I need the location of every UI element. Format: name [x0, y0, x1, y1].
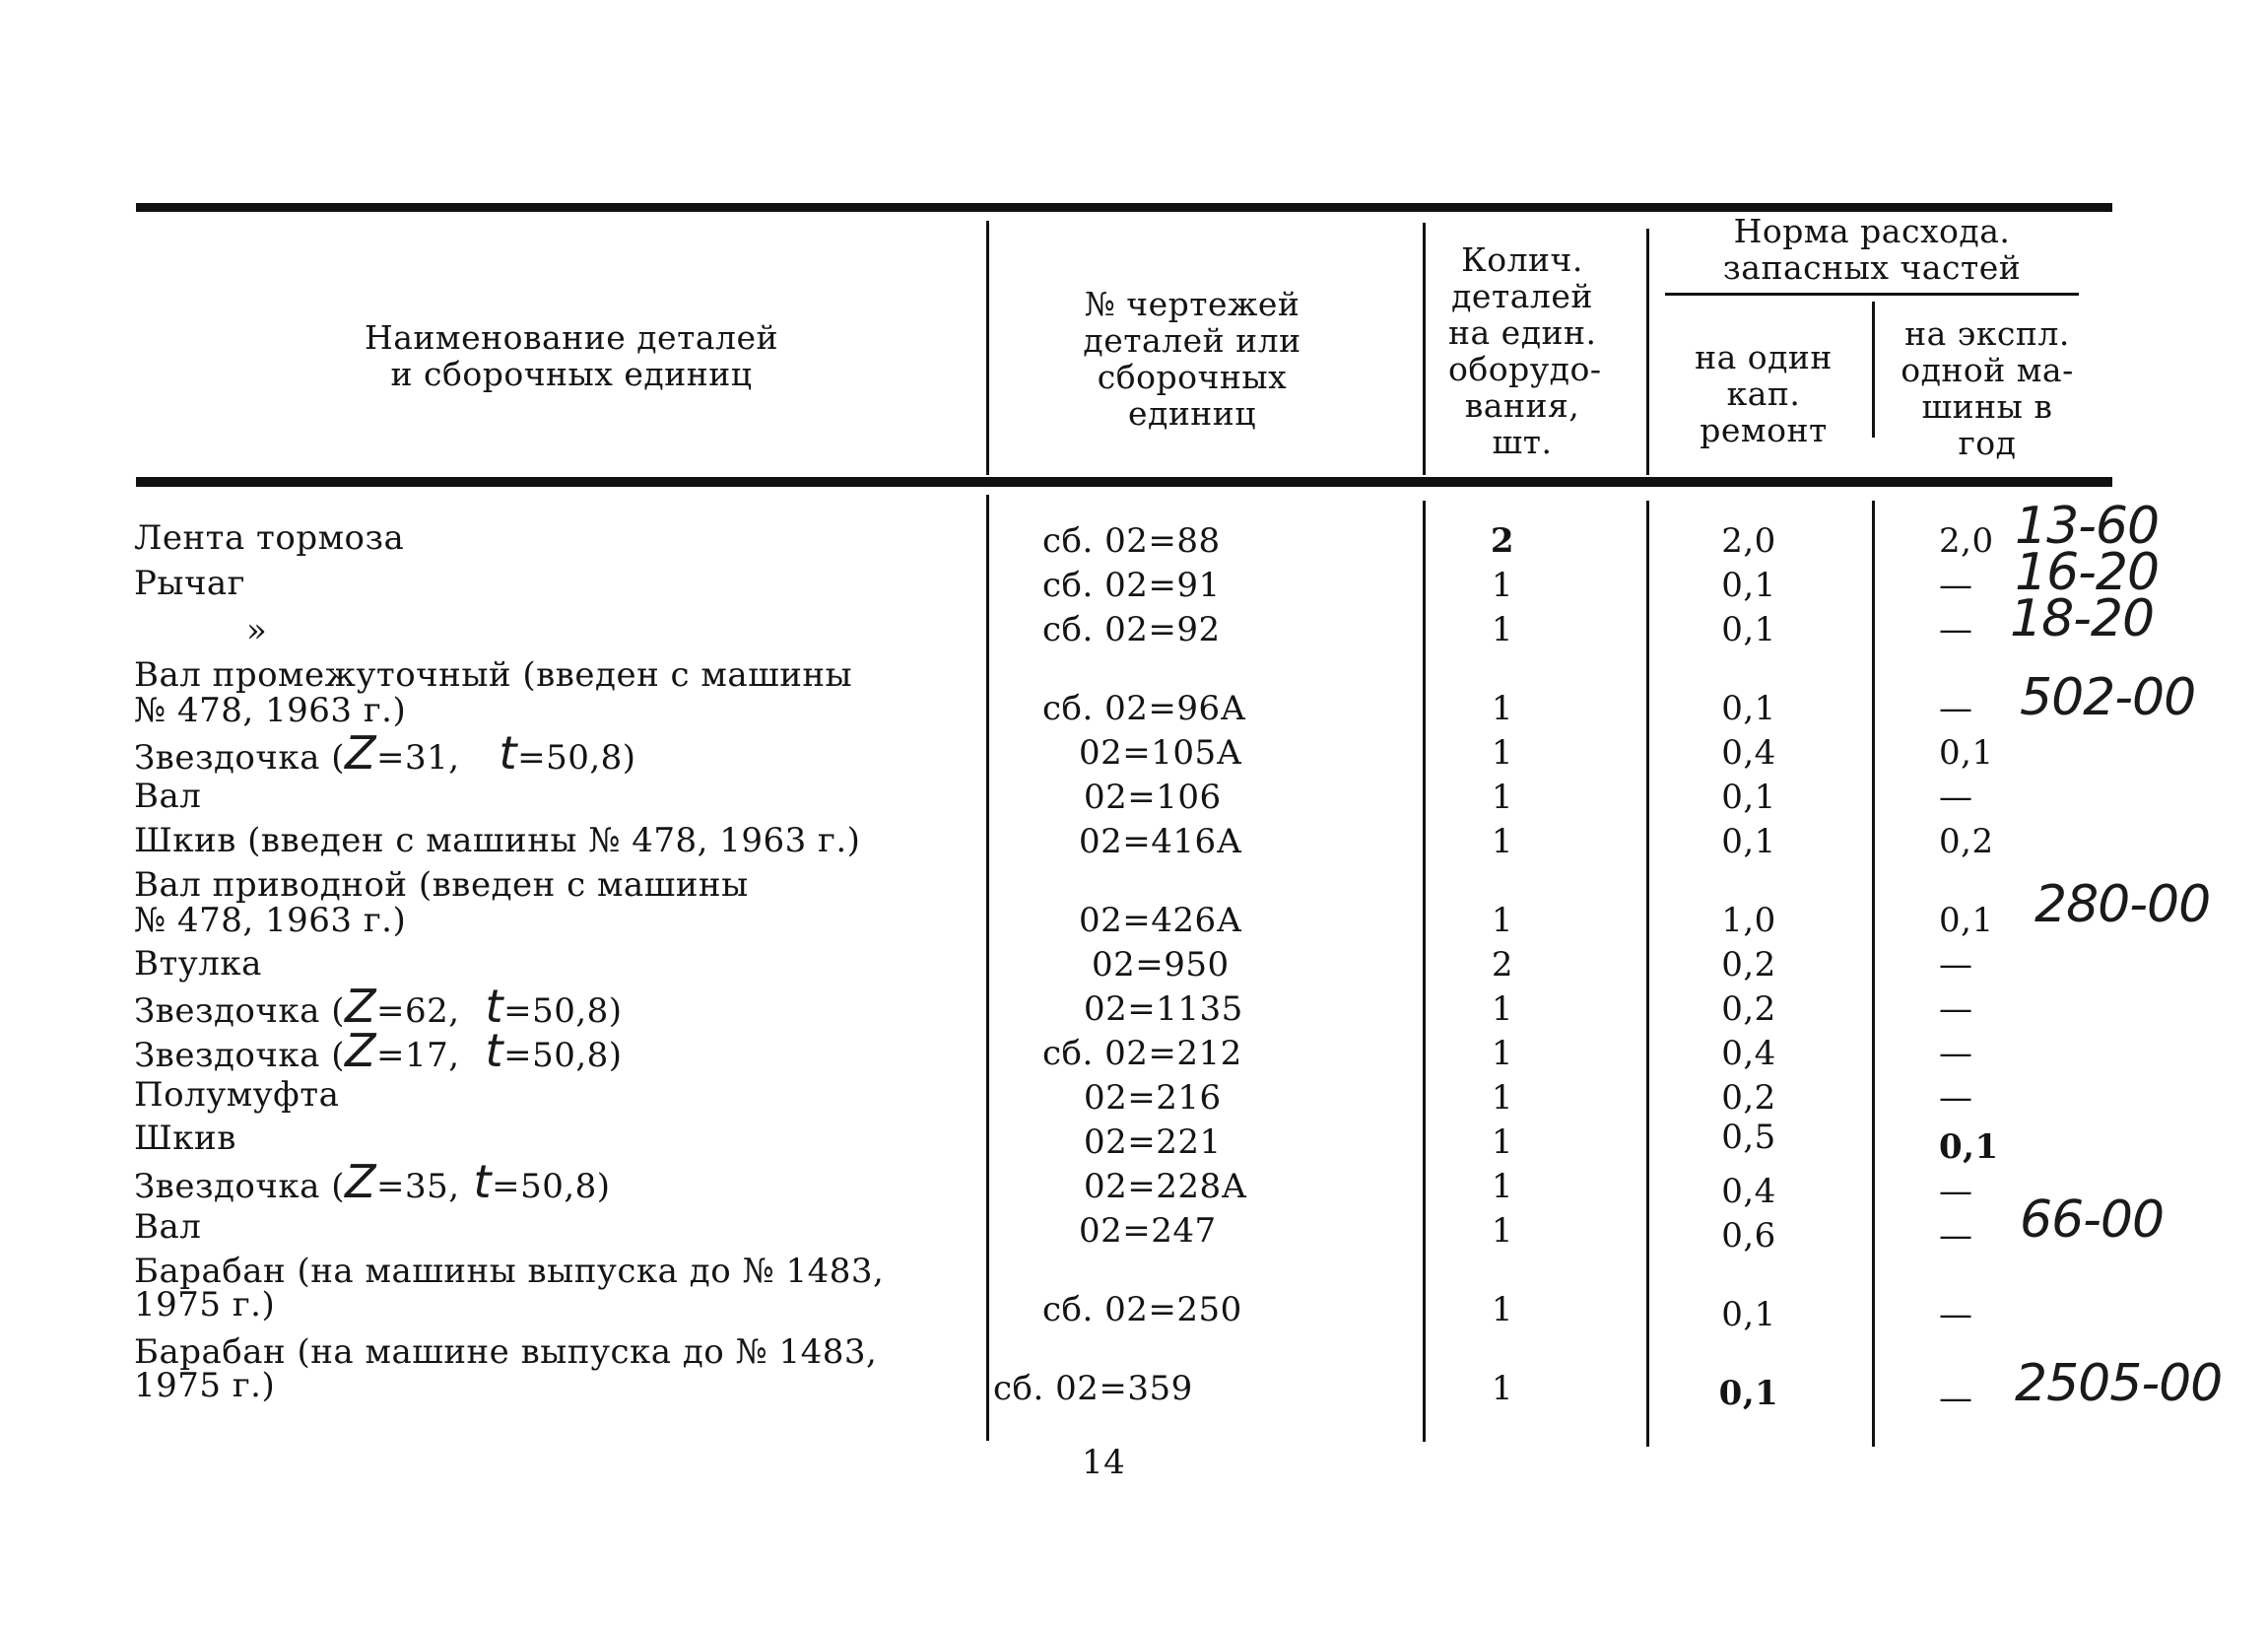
- row-11-z-value: =17,: [375, 1036, 460, 1075]
- row-14-z-symbol: Z: [344, 1155, 376, 1208]
- header-repair-line3: ремонт: [1700, 411, 1828, 449]
- header-drawing-line3: сборочных: [1097, 358, 1288, 396]
- header-drawing: [1030, 286, 1355, 432]
- header-annual: [1884, 315, 2091, 461]
- row-9-repair: 0,2: [1721, 945, 1776, 984]
- row-16-annual: —: [1939, 1295, 1973, 1334]
- row-13-repair: 0,5: [1721, 1118, 1776, 1157]
- row-17-name-line2: 1975 г.): [134, 1366, 276, 1405]
- row-10-name-text: Звездочка (: [134, 991, 345, 1031]
- row-5-t-value: =50,8): [517, 738, 636, 778]
- header-annual-line3: шины в: [1921, 387, 2053, 426]
- row-14-t-value: =50,8): [492, 1167, 611, 1206]
- row-15-drawing: 02=247: [1079, 1211, 1217, 1251]
- row-16-repair: 0,1: [1721, 1295, 1776, 1334]
- row-11-repair: 0,4: [1721, 1034, 1776, 1073]
- row-15-annual: —: [1939, 1216, 1973, 1256]
- row-4-handwritten-note: 502-00: [2020, 668, 2196, 727]
- row-9-annual: —: [1939, 945, 1973, 984]
- row-5-z-value: =31,: [375, 738, 460, 778]
- header-qty: [1448, 240, 1602, 461]
- row-8-annual: 0,1: [1939, 901, 1994, 940]
- vline-body-2: [1423, 501, 1426, 1442]
- row-3-handwritten-note: 18-20: [2010, 589, 2155, 648]
- header-annual-line1: на экспл.: [1904, 314, 2070, 353]
- row-11-annual: —: [1939, 1034, 1973, 1073]
- row-4-qty: 1: [1491, 689, 1514, 728]
- row-4-repair: 0,1: [1721, 689, 1776, 728]
- row-14-annual: —: [1939, 1172, 1973, 1211]
- row-11-t-value: =50,8): [503, 1036, 623, 1075]
- page-number: 14: [1082, 1443, 1126, 1482]
- row-10-z-symbol: Z: [344, 980, 376, 1033]
- row-1-qty: 2: [1490, 521, 1515, 561]
- row-13-qty: 1: [1491, 1122, 1514, 1162]
- row-16-drawing: сб. 02=250: [1042, 1290, 1242, 1329]
- row-16-name: Барабан (на машины выпуска до № 1483,: [134, 1252, 885, 1291]
- row-13-name: Шкив: [134, 1119, 236, 1158]
- row-7-annual: 0,2: [1939, 822, 1994, 861]
- header-qty-line3: на един.: [1448, 313, 1597, 352]
- vline-header-1: [986, 221, 989, 475]
- row-12-drawing: 02=216: [1084, 1078, 1222, 1118]
- row-3-name: »: [246, 611, 268, 650]
- row-17-handwritten-note: 2505-00: [2015, 1354, 2223, 1413]
- row-4-name-line2: № 478, 1963 г.): [134, 691, 407, 730]
- row-6-drawing: 02=106: [1084, 778, 1222, 817]
- row-16-qty: 1: [1491, 1290, 1514, 1329]
- header-bottom-rule: [136, 477, 2112, 487]
- row-10-z-value: =62,: [375, 991, 460, 1031]
- row-5-t-symbol: t: [499, 726, 518, 780]
- row-17-annual: —: [1939, 1379, 1973, 1418]
- header-name-line1: Наименование деталей: [364, 318, 779, 357]
- row-15-repair: 0,6: [1721, 1216, 1776, 1256]
- row-13-annual: 0,1: [1939, 1127, 1999, 1167]
- row-3-qty: 1: [1491, 610, 1514, 649]
- row-7-drawing: 02=416А: [1079, 822, 1242, 861]
- row-6-repair: 0,1: [1721, 778, 1776, 817]
- row-11-t-symbol: t: [485, 1024, 504, 1077]
- row-15-handwritten-note: 66-00: [2020, 1190, 2165, 1250]
- header-annual-line2: одной ма-: [1901, 351, 2074, 389]
- row-2-name: Рычаг: [134, 564, 245, 603]
- row-4-drawing: сб. 02=96А: [1042, 689, 1246, 728]
- row-4-name: Вал промежуточный (введен с машины: [134, 655, 853, 695]
- row-12-name: Полумуфта: [134, 1075, 340, 1115]
- row-4-annual: —: [1939, 689, 1973, 728]
- vline-body-3: [1646, 501, 1649, 1447]
- row-10-drawing: 02=1135: [1084, 989, 1243, 1029]
- row-5-qty: 1: [1491, 733, 1514, 773]
- row-1-annual: 2,0: [1939, 521, 1994, 561]
- header-qty-line1: Колич.: [1461, 240, 1583, 279]
- header-norm-line1: Норма расхода.: [1733, 212, 2011, 250]
- row-9-name: Втулка: [134, 944, 262, 984]
- row-1-repair: 2,0: [1721, 521, 1776, 561]
- row-5-name-text: Звездочка (: [134, 738, 345, 778]
- vline-body-1: [986, 495, 989, 1441]
- row-3-drawing: сб. 02=92: [1042, 610, 1221, 649]
- row-3-annual: —: [1939, 610, 1973, 649]
- row-1-handwritten-note: 13-60: [2015, 497, 2160, 556]
- row-5-repair: 0,4: [1721, 733, 1776, 773]
- row-5-z-symbol: Z: [344, 726, 376, 780]
- row-6-annual: —: [1939, 778, 1973, 817]
- row-11-qty: 1: [1491, 1034, 1514, 1073]
- row-11-name: [134, 1024, 623, 1077]
- row-10-annual: —: [1939, 989, 1973, 1029]
- row-2-repair: 0,1: [1721, 566, 1776, 605]
- header-norm-line2: запасных частей: [1722, 248, 2022, 287]
- row-8-handwritten-note: 280-00: [2035, 875, 2211, 934]
- row-2-handwritten-note: 16-20: [2015, 543, 2160, 602]
- header-qty-line6: шт.: [1492, 423, 1553, 461]
- row-14-z-value: =35,: [375, 1167, 460, 1206]
- row-14-name-text: Звездочка (: [134, 1167, 345, 1206]
- row-17-repair: 0,1: [1718, 1374, 1779, 1413]
- row-5-name: [134, 726, 636, 780]
- header-drawing-line2: деталей или: [1083, 321, 1301, 360]
- vline-header-4: [1872, 302, 1875, 438]
- norm-subheader-rule: [1665, 293, 2079, 296]
- row-11-drawing: сб. 02=212: [1042, 1034, 1242, 1073]
- header-annual-line4: год: [1958, 424, 2017, 462]
- row-9-qty: 2: [1491, 945, 1514, 984]
- row-12-repair: 0,2: [1721, 1078, 1776, 1118]
- row-14-qty: 1: [1491, 1167, 1514, 1206]
- vline-header-3: [1646, 229, 1649, 475]
- row-10-t-symbol: t: [485, 980, 504, 1033]
- header-qty-line4: оборудо-: [1448, 350, 1602, 388]
- row-9-drawing: 02=950: [1092, 945, 1230, 984]
- row-11-name-text: Звездочка (: [134, 1036, 345, 1075]
- row-17-qty: 1: [1491, 1369, 1514, 1408]
- vline-body-4: [1872, 501, 1875, 1447]
- row-10-name: [134, 980, 623, 1033]
- header-name-line2: и сборочных единиц: [390, 355, 753, 393]
- row-5-annual: 0,1: [1939, 733, 1994, 773]
- row-8-qty: 1: [1491, 901, 1514, 940]
- row-8-repair: 1,0: [1721, 901, 1776, 940]
- row-7-repair: 0,1: [1721, 822, 1776, 861]
- row-6-qty: 1: [1491, 778, 1514, 817]
- row-2-annual: —: [1939, 566, 1973, 605]
- row-8-name: Вал приводной (введен с машины: [134, 865, 749, 905]
- row-17-drawing: сб. 02=359: [993, 1369, 1193, 1408]
- header-repair: [1665, 339, 1862, 448]
- header-drawing-line1: № чертежей: [1084, 285, 1301, 323]
- row-12-annual: —: [1939, 1078, 1973, 1118]
- header-norm: [1665, 213, 2079, 286]
- row-14-drawing: 02=228А: [1084, 1167, 1247, 1206]
- row-7-qty: 1: [1491, 822, 1514, 861]
- row-10-qty: 1: [1491, 989, 1514, 1029]
- row-14-repair: 0,4: [1721, 1172, 1776, 1211]
- row-15-name: Вал: [134, 1207, 202, 1247]
- row-12-qty: 1: [1491, 1078, 1514, 1118]
- row-14-t-symbol: t: [473, 1155, 493, 1208]
- row-8-name-line2: № 478, 1963 г.): [134, 901, 407, 940]
- row-7-name: Шкив (введен с машины № 478, 1963 г.): [134, 821, 861, 860]
- row-17-name: Барабан (на машине выпуска до № 1483,: [134, 1332, 878, 1372]
- header-qty-line5: вания,: [1464, 386, 1580, 425]
- vline-header-2: [1423, 223, 1426, 475]
- row-13-drawing: 02=221: [1084, 1122, 1222, 1162]
- row-10-repair: 0,2: [1721, 989, 1776, 1029]
- row-1-name: Лента тормоза: [134, 518, 405, 558]
- row-10-t-value: =50,8): [503, 991, 623, 1031]
- header-name: [335, 319, 808, 392]
- row-1-drawing: сб. 02=88: [1042, 521, 1221, 561]
- header-repair-line2: кап.: [1726, 374, 1801, 413]
- header-qty-line2: деталей: [1451, 277, 1593, 315]
- top-rule: [136, 203, 2112, 212]
- row-11-z-symbol: Z: [344, 1024, 376, 1077]
- row-2-drawing: сб. 02=91: [1042, 566, 1221, 605]
- row-3-repair: 0,1: [1721, 610, 1776, 649]
- header-drawing-line4: единиц: [1127, 394, 1257, 433]
- header-repair-line1: на один: [1695, 338, 1833, 376]
- row-6-name: Вал: [134, 777, 202, 816]
- row-2-qty: 1: [1491, 566, 1514, 605]
- row-5-drawing: 02=105А: [1079, 733, 1242, 773]
- row-15-qty: 1: [1491, 1211, 1514, 1251]
- row-14-name: [134, 1155, 611, 1208]
- row-8-drawing: 02=426А: [1079, 901, 1242, 940]
- row-16-name-line2: 1975 г.): [134, 1285, 276, 1324]
